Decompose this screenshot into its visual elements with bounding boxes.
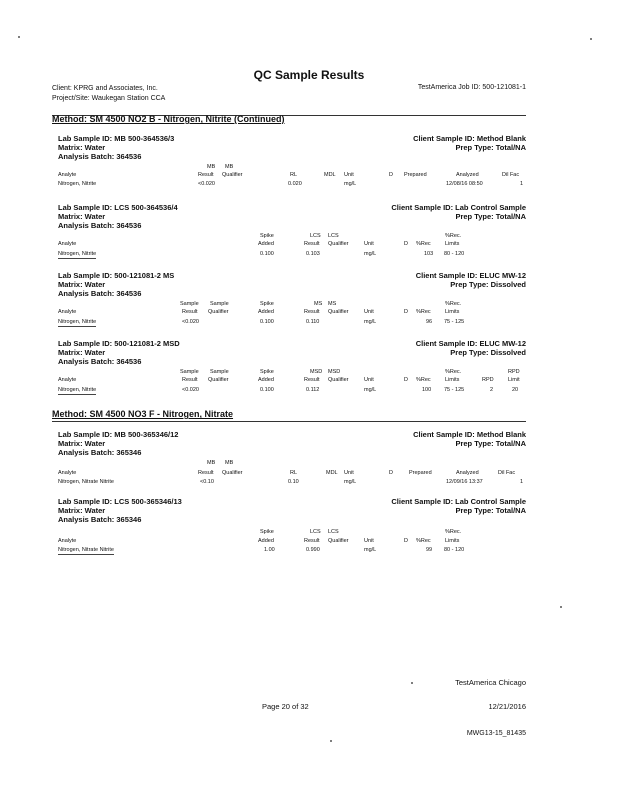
col-header: Added: [258, 241, 274, 247]
col-header: Limit: [508, 377, 520, 383]
prep-type: Prep Type: Total/NA: [455, 506, 526, 515]
project-site: Project/Site: Waukegan Station CCA: [52, 95, 166, 102]
col-header: Qualifier: [328, 241, 349, 247]
result-cell: 0.103: [306, 251, 320, 257]
scan-speck: [330, 740, 332, 742]
block-right-info: [391, 497, 526, 515]
limits-cell: 80 - 120: [444, 251, 465, 257]
prep-type: Prep Type: Total/NA: [455, 212, 526, 221]
block-left-info: [58, 203, 178, 230]
analyte-cell: Nitrogen, Nitrate Nitrite: [58, 479, 114, 485]
col-header: RPD: [482, 377, 494, 383]
col-header: %Rec.: [445, 529, 462, 535]
prep-type: Prep Type: Dissolved: [450, 348, 526, 357]
qc-block-mb-nitrite: [52, 134, 526, 204]
col-header: Analyte: [58, 377, 77, 383]
prep-type: Prep Type: Total/NA: [455, 439, 526, 448]
page-number: Page 20 of 32: [262, 702, 309, 711]
col-header: Spike: [260, 233, 274, 239]
col-header: MB: [207, 164, 216, 170]
col-header: Qualifier: [328, 538, 349, 544]
block-right-info: [413, 430, 526, 448]
col-header: Qualifier: [328, 377, 349, 383]
col-header: Analyte: [58, 538, 77, 544]
col-header: Dil Fac: [502, 172, 520, 178]
col-header: D: [389, 172, 393, 178]
job-id: TestAmerica Job ID: 500-121081-1: [417, 84, 526, 91]
qc-block-msd: [52, 339, 526, 409]
spike-cell: 0.100: [260, 319, 274, 325]
analysis-batch: Analysis Batch: 365346: [58, 448, 142, 457]
col-header: Spike: [260, 369, 274, 375]
col-header: MB: [207, 460, 216, 466]
client-name: Client: KPRG and Associates, Inc.: [52, 85, 158, 92]
result-cell: 0.110: [306, 319, 320, 325]
analysis-batch: Analysis Batch: 364536: [58, 289, 142, 298]
col-header: Analyte: [58, 241, 77, 247]
col-header: %Rec.: [445, 233, 462, 239]
col-header: D: [389, 470, 393, 476]
rec-cell: 99: [426, 547, 433, 553]
matrix: Matrix: Water: [58, 439, 106, 448]
col-header: Sample: [180, 301, 199, 307]
col-header: Unit: [364, 377, 374, 383]
col-header: D: [404, 241, 408, 247]
lab-sample-id: Lab Sample ID: LCS 500-365346/13: [58, 497, 182, 506]
col-header: Result: [304, 309, 320, 315]
scan-speck: [560, 606, 562, 608]
col-header: Prepared: [409, 470, 432, 476]
sample-result-cell: <0.020: [182, 319, 199, 325]
analyte-cell: Nitrogen, Nitrite: [58, 387, 97, 393]
col-header: Qualifier: [222, 172, 243, 178]
analysis-batch: Analysis Batch: 364536: [58, 221, 142, 230]
client-sample-id: Client Sample ID: ELUC MW-12: [415, 271, 526, 280]
col-header: Added: [258, 309, 274, 315]
col-header: Analyzed: [456, 470, 479, 476]
spike-cell: 0.100: [260, 387, 274, 393]
col-header: Result: [304, 538, 320, 544]
analysis-batch: Analysis Batch: 365346: [58, 515, 142, 524]
matrix: Matrix: Water: [58, 348, 106, 357]
unit-cell: mg/L: [344, 479, 357, 485]
footer-lab-name: TestAmerica Chicago: [455, 678, 526, 687]
col-header: Result: [182, 377, 198, 383]
col-header: %Rec: [416, 377, 431, 383]
col-header: MSD: [328, 369, 341, 375]
col-header: Spike: [260, 301, 274, 307]
col-header: LCS: [328, 529, 339, 535]
col-header: MB: [225, 460, 234, 466]
qc-block-mb-nitrate: [52, 430, 526, 500]
rl-cell: 0.020: [288, 181, 302, 187]
col-header: MDL: [326, 470, 338, 476]
col-header: MS: [328, 301, 337, 307]
qc-block-lcs-nitrate: [52, 497, 526, 567]
client-sample-id: Client Sample ID: ELUC MW-12: [415, 339, 526, 348]
col-header: RPD: [508, 369, 520, 375]
col-header: Unit: [364, 538, 374, 544]
col-header: %Rec: [416, 538, 431, 544]
col-header: Qualifier: [208, 377, 229, 383]
col-header: Result: [304, 241, 320, 247]
unit-cell: mg/L: [364, 387, 377, 393]
col-header: RL: [290, 470, 298, 476]
col-header: %Rec.: [445, 369, 462, 375]
rl-cell: 0.10: [288, 479, 299, 485]
analyte-cell: Nitrogen, Nitrate Nitrite: [58, 547, 114, 553]
matrix: Matrix: Water: [58, 506, 106, 515]
col-header: RL: [290, 172, 298, 178]
dilfac-cell: 1: [520, 181, 524, 187]
method-heading-nitrite: Method: SM 4500 NO2 B - Nitrogen, Nitrite (Continued): [52, 114, 285, 124]
analyte-cell: Nitrogen, Nitrite: [58, 251, 97, 257]
col-header: Analyte: [58, 470, 77, 476]
unit-cell: mg/L: [364, 319, 377, 325]
lab-sample-id: Lab Sample ID: MB 500-364536/3: [58, 134, 175, 143]
client-sample-id: Client Sample ID: Lab Control Sample: [391, 497, 526, 506]
block-left-info: [58, 430, 178, 457]
col-header: Result: [198, 172, 214, 178]
scan-speck: [590, 38, 592, 40]
limits-cell: 80 - 120: [444, 547, 465, 553]
col-header: Limits: [445, 377, 460, 383]
analyte-cell: Nitrogen, Nitrite: [58, 181, 97, 187]
col-header: Qualifier: [222, 470, 243, 476]
col-header: Spike: [260, 529, 274, 535]
unit-cell: mg/L: [364, 547, 377, 553]
col-header: Unit: [344, 172, 354, 178]
qc-block-lcs-nitrite: [52, 203, 526, 273]
matrix: Matrix: Water: [58, 143, 106, 152]
client-header: [52, 84, 165, 104]
col-header: Added: [258, 377, 274, 383]
result-cell: <0.10: [200, 479, 214, 485]
section-rule: [52, 421, 526, 422]
document-code: MWG13-15_81435: [466, 730, 526, 737]
col-header: D: [404, 377, 408, 383]
col-header: MSD: [310, 369, 323, 375]
col-header: Sample: [210, 301, 229, 307]
unit-cell: mg/L: [344, 181, 357, 187]
col-header: MS: [314, 301, 323, 307]
col-header: Limits: [445, 241, 460, 247]
prep-type: Prep Type: Dissolved: [450, 280, 526, 289]
col-header: %Rec: [416, 241, 431, 247]
block-left-info: [58, 497, 182, 524]
analyzed-cell: 12/09/16 13:37: [446, 479, 483, 485]
result-cell: 0.990: [306, 547, 320, 553]
dilfac-cell: 1: [520, 479, 524, 485]
client-sample-id: Client Sample ID: Lab Control Sample: [391, 203, 526, 212]
page-title: QC Sample Results: [253, 68, 365, 82]
col-header: Qualifier: [208, 309, 229, 315]
col-header: Unit: [364, 309, 374, 315]
col-header: Analyzed: [456, 172, 479, 178]
sample-result-cell: <0.020: [182, 387, 199, 393]
rpd-cell: 2: [490, 387, 494, 393]
col-header: Unit: [344, 470, 354, 476]
scan-speck: [18, 36, 20, 38]
col-header: Prepared: [404, 172, 427, 178]
col-header: Result: [182, 309, 198, 315]
rec-cell: 103: [424, 251, 434, 257]
lab-sample-id: Lab Sample ID: LCS 500-364536/4: [58, 203, 178, 212]
limits-cell: 75 - 125: [444, 387, 465, 393]
col-header: Limits: [445, 538, 460, 544]
rec-cell: 96: [426, 319, 433, 325]
col-header: Unit: [364, 241, 374, 247]
col-header: MB: [225, 164, 234, 170]
limits-cell: 75 - 125: [444, 319, 465, 325]
spike-cell: 0.100: [260, 251, 274, 257]
block-left-info: [58, 271, 174, 298]
lab-sample-id: Lab Sample ID: MB 500-365346/12: [58, 430, 179, 439]
matrix: Matrix: Water: [58, 212, 106, 221]
rec-cell: 100: [422, 387, 432, 393]
col-header: Result: [198, 470, 214, 476]
col-header: Analyte: [58, 172, 77, 178]
col-header: Result: [304, 377, 320, 383]
col-header: D: [404, 309, 408, 315]
lab-sample-id: Lab Sample ID: 500-121081-2 MS: [58, 271, 175, 280]
block-right-info: [416, 339, 526, 357]
result-cell: 0.112: [306, 387, 320, 393]
col-header: %Rec.: [445, 301, 462, 307]
col-header: LCS: [328, 233, 339, 239]
col-header: D: [404, 538, 408, 544]
spike-cell: 1.00: [264, 547, 275, 553]
block-left-info: [58, 339, 180, 366]
scan-speck: [411, 682, 413, 684]
analysis-batch: Analysis Batch: 364536: [58, 152, 142, 161]
client-sample-id: Client Sample ID: Method Blank: [413, 134, 526, 143]
analysis-batch: Analysis Batch: 364536: [58, 357, 142, 366]
col-header: Added: [258, 538, 274, 544]
col-header: Sample: [210, 369, 229, 375]
block-right-info: [413, 134, 526, 152]
col-header: Analyte: [58, 309, 77, 315]
prep-type: Prep Type: Total/NA: [455, 143, 526, 152]
col-header: MDL: [324, 172, 336, 178]
footer-date: 12/21/2016: [488, 702, 526, 711]
block-right-info: [391, 203, 526, 221]
col-header: LCS: [310, 233, 321, 239]
col-header: Dil Fac: [498, 470, 516, 476]
rpd-limit-cell: 20: [512, 387, 519, 393]
result-cell: <0.020: [198, 181, 215, 187]
col-header: Qualifier: [328, 309, 349, 315]
col-header: LCS: [310, 529, 321, 535]
block-left-info: [58, 134, 174, 161]
qc-block-ms: [52, 271, 526, 341]
method-heading-nitrate: Method: SM 4500 NO3 F - Nitrogen, Nitrate: [52, 409, 234, 419]
analyzed-cell: 12/08/16 08:50: [446, 181, 483, 187]
col-header: Limits: [445, 309, 460, 315]
matrix: Matrix: Water: [58, 280, 106, 289]
block-right-info: [416, 271, 526, 289]
col-header: Sample: [180, 369, 199, 375]
client-sample-id: Client Sample ID: Method Blank: [413, 430, 526, 439]
analyte-cell: Nitrogen, Nitrite: [58, 319, 97, 325]
lab-sample-id: Lab Sample ID: 500-121081-2 MSD: [58, 339, 180, 348]
col-header: %Rec: [416, 309, 431, 315]
unit-cell: mg/L: [364, 251, 377, 257]
